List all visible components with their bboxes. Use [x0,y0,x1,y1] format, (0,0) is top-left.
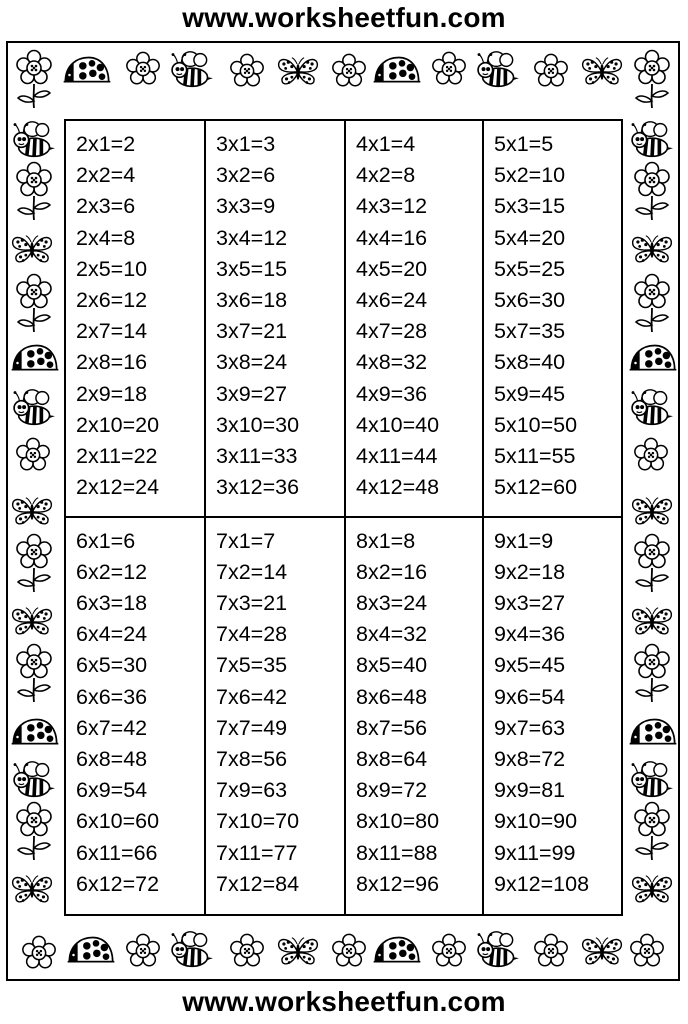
multiplication-fact: 8x3=24 [356,590,428,615]
multiplication-fact: 6x6=36 [76,684,148,709]
multiplication-fact: 6x4=24 [76,622,148,647]
multiplication-fact: 7x6=42 [216,684,288,709]
multiplication-fact: 8x6=48 [356,684,428,709]
flower-icon [532,932,570,970]
multiplication-fact: 4x2=8 [356,163,416,188]
flower-icon [430,932,468,970]
multiplication-fact: 3x2=6 [216,163,276,188]
multiplication-fact: 3x6=18 [216,288,288,313]
times-table-column [346,121,484,518]
flower-icon [14,272,54,332]
flower-icon [124,50,162,88]
multiplication-fact: 3x11=33 [216,444,298,469]
multiplication-fact: 9x8=72 [494,746,566,771]
flower-icon [632,532,672,592]
multiplication-fact: 9x10=90 [494,809,578,834]
flower-icon [532,52,570,90]
flower-icon [632,48,672,108]
multiplication-fact: 5x3=15 [494,194,566,219]
multiplication-fact: 3x9=27 [216,381,288,406]
multiplication-fact: 7x10=70 [216,809,300,834]
multiplication-fact: 4x1=4 [356,132,416,156]
multiplication-fact: 7x7=49 [216,715,288,740]
multiplication-fact: 4x4=16 [356,225,428,250]
times-table-column [206,518,346,915]
multiplication-fact: 6x9=54 [76,778,148,803]
multiplication-fact: 3x5=15 [216,256,288,281]
flower-icon [228,52,266,90]
bee-icon [170,930,216,970]
flower-icon [628,932,666,970]
bee-icon [630,388,676,428]
multiplication-fact: 6x12=72 [76,871,160,896]
multiplication-fact: 5x5=25 [494,256,566,281]
multiplication-fact: 4x12=48 [356,475,440,500]
times-table-column [66,518,206,915]
butterfly-icon [630,494,674,528]
multiplication-fact: 2x7=14 [76,319,148,344]
multiplication-fact: 8x11=88 [356,840,438,865]
flower-icon [14,642,54,702]
flower-icon [632,642,672,702]
flower-icon [330,52,368,90]
multiplication-fact: 2x5=10 [76,256,148,281]
flower-icon [632,272,672,332]
multiplication-fact: 6x3=18 [76,590,148,615]
ladybug-icon [62,54,112,86]
multiplication-fact: 2x8=16 [76,350,148,375]
multiplication-fact: 4x3=12 [356,194,428,219]
butterfly-icon [10,872,54,906]
multiplication-fact: 6x7=42 [76,715,148,740]
butterfly-icon [580,934,624,968]
multiplication-fact: 3x3=9 [216,194,276,219]
multiplication-fact: 6x1=6 [76,528,136,553]
multiplication-fact: 7x9=63 [216,778,288,803]
multiplication-fact: 4x6=24 [356,288,428,313]
multiplication-fact: 5x9=45 [494,381,566,406]
site-url-header: www.worksheetfun.com [182,2,506,33]
multiplication-fact: 4x8=32 [356,350,428,375]
multiplication-fact: 3x1=3 [216,132,276,156]
bee-icon [12,388,58,428]
ladybug-icon [10,716,60,748]
multiplication-fact: 2x2=4 [76,163,136,188]
multiplication-fact: 7x12=84 [216,871,300,896]
multiplication-fact: 6x11=66 [76,840,158,865]
multiplication-fact: 2x9=18 [76,381,148,406]
multiplication-fact: 3x8=24 [216,350,288,375]
multiplication-fact: 2x11=22 [76,444,158,469]
multiplication-fact: 8x12=96 [356,871,440,896]
multiplication-fact: 5x8=40 [494,350,566,375]
ladybug-icon [372,934,422,966]
bee-icon [12,120,58,160]
multiplication-fact: 9x1=9 [494,528,554,553]
multiplication-fact: 5x7=35 [494,319,566,344]
multiplication-fact: 8x9=72 [356,778,428,803]
multiplication-fact: 7x2=14 [216,559,288,584]
ladybug-icon [628,716,678,748]
flower-icon [632,160,672,220]
multiplication-fact: 5x1=5 [494,132,554,156]
butterfly-icon [630,872,674,906]
multiplication-fact: 2x12=24 [76,475,160,500]
multiplication-fact: 3x7=21 [216,319,288,344]
multiplication-fact: 9x5=45 [494,653,566,678]
multiplication-fact: 3x12=36 [216,475,300,500]
butterfly-icon [276,934,320,968]
multiplication-fact: 6x2=12 [76,559,148,584]
multiplication-fact: 9x2=18 [494,559,566,584]
site-url-footer: www.worksheetfun.com [182,986,506,1017]
multiplication-fact: 9x3=27 [494,590,566,615]
multiplication-fact: 6x8=48 [76,746,148,771]
butterfly-icon [276,54,320,88]
times-table-column [346,518,484,915]
bee-icon [170,50,216,90]
multiplication-fact: 7x4=28 [216,622,288,647]
multiplication-fact: 6x5=30 [76,653,148,678]
ladybug-icon [10,342,60,374]
flower-icon [14,48,54,108]
multiplication-fact: 2x1=2 [76,132,136,156]
multiplication-fact: 8x5=40 [356,653,428,678]
multiplication-fact: 5x12=60 [494,475,578,500]
butterfly-icon [10,604,54,638]
ladybug-icon [66,934,116,966]
multiplication-fact: 5x6=30 [494,288,566,313]
flower-icon [124,932,162,970]
multiplication-fact: 8x2=16 [356,559,428,584]
multiplication-fact: 7x8=56 [216,746,288,771]
butterfly-icon [10,494,54,528]
times-table-column [484,121,621,518]
multiplication-fact: 9x4=36 [494,622,566,647]
multiplication-fact: 5x11=55 [494,444,576,469]
multiplication-fact: 8x7=56 [356,715,428,740]
butterfly-icon [630,232,674,266]
multiplication-fact: 9x6=54 [494,684,566,709]
bee-icon [12,760,58,800]
multiplication-fact: 4x11=44 [356,444,438,469]
butterfly-icon [10,232,54,266]
butterfly-icon [630,604,674,638]
flower-icon [430,50,468,88]
multiplication-fact: 9x11=99 [494,840,576,865]
multiplication-fact: 5x2=10 [494,163,566,188]
ladybug-icon [372,54,422,86]
multiplication-fact: 7x3=21 [216,590,288,615]
multiplication-fact: 2x3=6 [76,194,136,219]
flower-icon [14,160,54,220]
multiplication-fact: 9x12=108 [494,871,590,896]
flower-icon [632,436,670,474]
times-table-column [66,121,206,518]
flower-icon [20,934,58,972]
times-table-column [484,518,621,915]
bee-icon [630,120,676,160]
multiplication-fact: 4x9=36 [356,381,428,406]
flower-icon [14,532,54,592]
multiplication-fact: 7x11=77 [216,840,298,865]
flower-icon [14,436,52,474]
flower-icon [632,800,672,860]
multiplication-fact: 8x10=80 [356,809,440,834]
multiplication-fact: 7x5=35 [216,653,288,678]
multiplication-fact: 8x1=8 [356,528,416,553]
flower-icon [330,932,368,970]
flower-icon [228,932,266,970]
ladybug-icon [628,342,678,374]
multiplication-fact: 3x10=30 [216,412,300,437]
bee-icon [476,50,522,90]
multiplication-fact: 5x4=20 [494,225,566,250]
multiplication-fact: 3x4=12 [216,225,288,250]
flower-icon [14,800,54,860]
times-table-column [206,121,346,518]
multiplication-table [64,119,623,916]
butterfly-icon [580,54,624,88]
multiplication-fact: 7x1=7 [216,528,276,553]
multiplication-fact: 2x6=12 [76,288,148,313]
multiplication-fact: 4x10=40 [356,412,440,437]
multiplication-fact: 4x7=28 [356,319,428,344]
multiplication-fact: 8x4=32 [356,622,428,647]
bee-icon [630,760,676,800]
bee-icon [476,930,522,970]
multiplication-fact: 2x4=8 [76,225,136,250]
multiplication-fact: 2x10=20 [76,412,160,437]
multiplication-fact: 9x7=63 [494,715,566,740]
multiplication-fact: 6x10=60 [76,809,160,834]
multiplication-fact: 8x8=64 [356,746,428,771]
multiplication-fact: 4x5=20 [356,256,428,281]
multiplication-fact: 5x10=50 [494,412,578,437]
multiplication-fact: 9x9=81 [494,778,566,803]
